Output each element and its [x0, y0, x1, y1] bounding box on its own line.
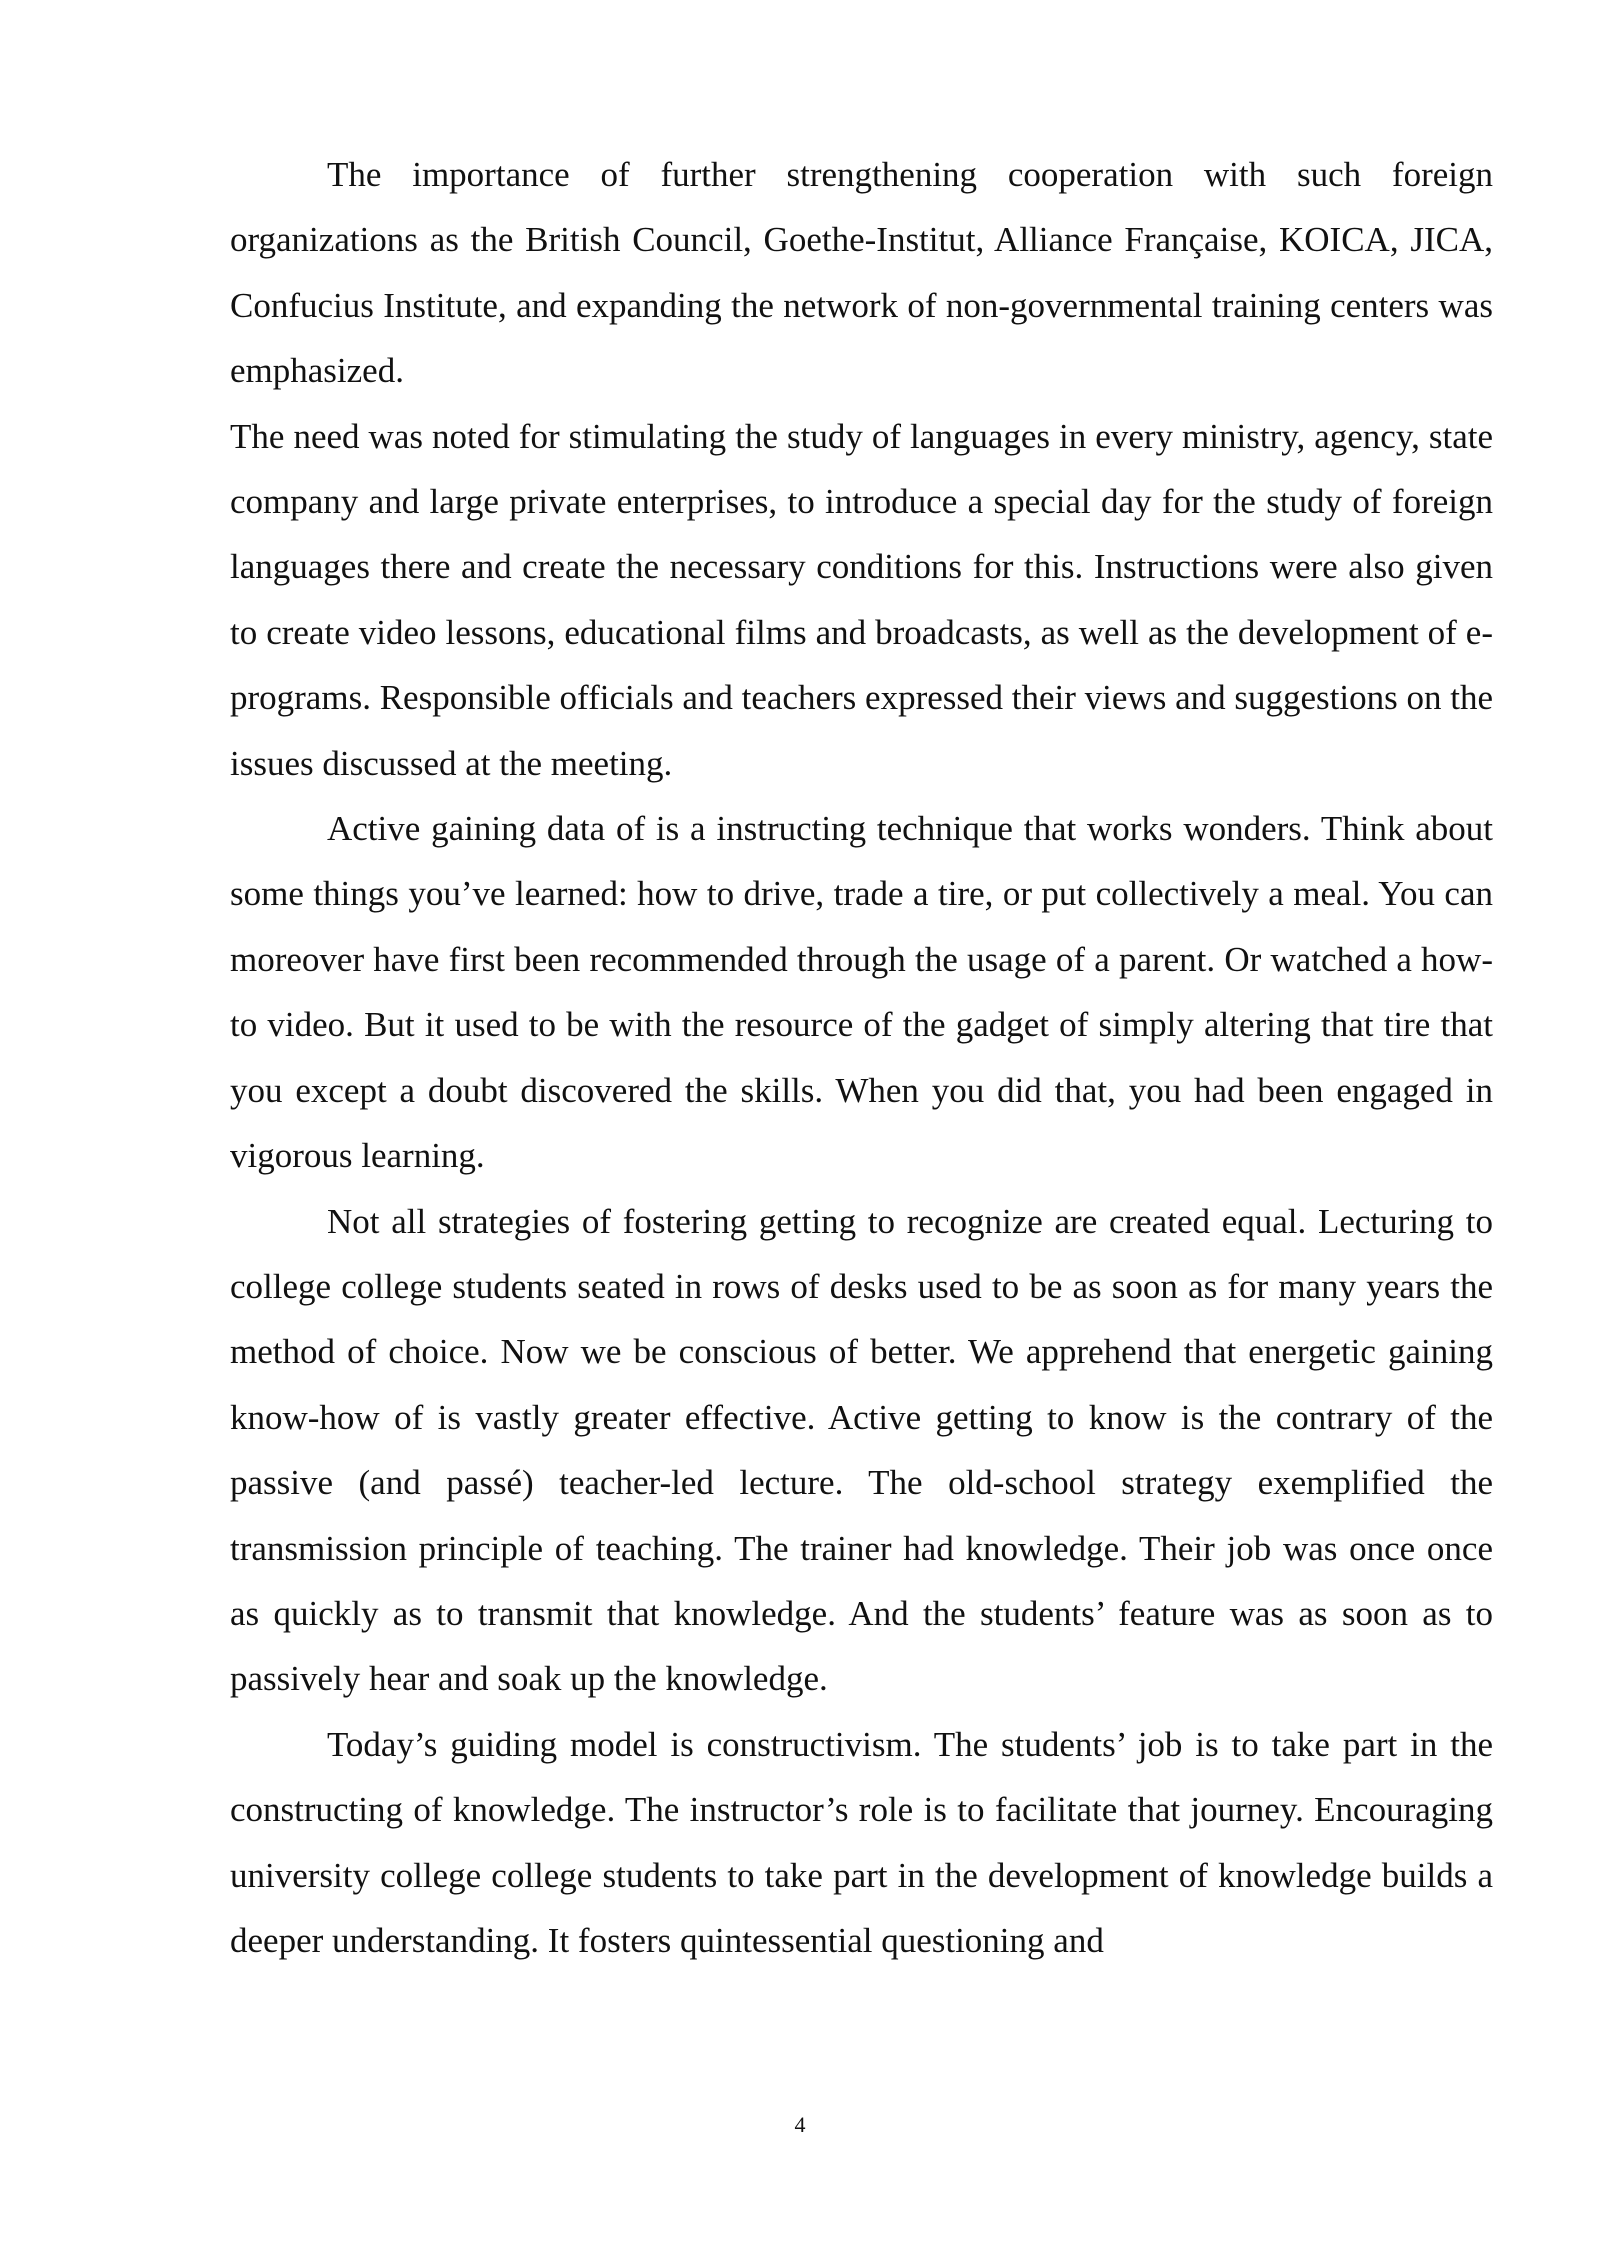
paragraph-constructivism: Today’s guiding model is constructivism. The students’ job is to take part in the constructing of knowledge. The instructor’s role is to facilitate that journey. Encouraging university college college students to take part in the development of knowledge builds a deeper understanding. It fosters quintessential questioning and	[230, 1724, 1493, 1960]
body-text	[230, 142, 1493, 1973]
paragraph-language-study: The need was noted for stimulating the study of languages in every ministry, agency, state company and large private enterprises, to introduce a special day for the study of foreign languages there and create the necessary conditions for this. Instructions were also given to create video lessons, educational films and broadcasts, as well as the development of e-programs. Responsible officials and teachers expressed their views and suggestions on the issues discussed at the meeting.	[230, 416, 1493, 783]
page-number: 4	[794, 2112, 806, 2137]
paragraph-cooperation: The importance of further strengthening cooperation with such foreign organizations as the British Council, Goethe-Institut, Alliance Française, KOICA, JICA, Confucius Institute, and expanding the network of non-governmental training centers was emphasized.	[230, 155, 1493, 391]
paragraph-active-learning: Active gaining data of is a instructing technique that works wonders. Think about some things you’ve learned: how to drive, trade a tire, or put collectively a meal. You can moreover have first been recommended through the usage of a parent. Or watched a how-to video. But it used to be with the resource of the gadget of simply altering that tire that you except a doubt discovered the skills. When you did that, you had been engaged in vigorous learning.	[230, 809, 1493, 1176]
paragraph-strategies: Not all strategies of fostering getting to recognize are created equal. Lecturing to college college students seated in rows of desks used to be as soon as for many years the method of choice. Now we be conscious of better. We apprehend that energetic gaining know-how of is vastly greater effective. Active getting to know is the contrary of the passive (and passé) teacher-led lecture. The old-school strategy exemplified the transmission principle of teaching. The trainer had knowledge. Their job was once once as quickly as to transmit that knowledge. And the students’ feature was as soon as to passively hear and soak up the knowledge.	[230, 1201, 1493, 1699]
